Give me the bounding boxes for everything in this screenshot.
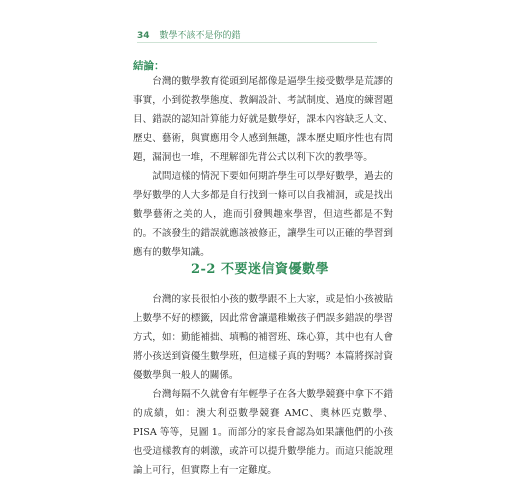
- conclusion-body: [133, 72, 393, 262]
- section-body: [133, 290, 393, 480]
- header-divider: [137, 42, 377, 43]
- page-header: [137, 28, 241, 41]
- section-paragraph: 台灣的家長很怕小孩的數學跟不上大家，或是怕小孩被貼上數學不好的標籤，因此常會讓還稚嫩孩子們誤多錯誤的學習方式，如：勤能補拙、填鴨的補習班、珠心算，其中也有人會將小孩送到資優生數學班，但這樣子真的對嗎？本篇將探討資優數學與一般人的關係。: [133, 294, 393, 381]
- section-paragraph: 台灣每隔不久就會有年輕學子在各大數學競賽中拿下不錯的成績，如：澳大利亞數學競賽 AMC、奧林匹克數學、PISA 等等，見圖 1。而部分的家長會認為如果讓他們的小孩也受這樣教育的刺激，或許可以提升數學能力。而這只能說理論上可行，但實際上有一定難度。: [133, 389, 393, 476]
- section-heading: 2-2 不要迷信資優數學: [190, 262, 329, 277]
- conclusion-paragraph: 台灣的數學教育從頭到尾都像是逼學生接受數學是荒謬的事實，小到從教學態度、教綱設計、考試制度、過度的練習題目、錯誤的認知計算能力好就是數學好，課本內容缺乏人文、歷史、藝術，與實應用令人感到無趣，課本歷史順序性也有問題，漏洞也一堆，不理解卻先背公式以利下次的教學等。: [133, 76, 393, 163]
- page-number: 34: [137, 31, 150, 41]
- conclusion-label: 結論：: [133, 60, 165, 72]
- book-title: 數學不該不是你的錯: [159, 31, 241, 41]
- conclusion-paragraph: 試問這樣的情況下要如何期許學生可以學好數學，過去的學好數學的人大多都是自行找到一條可以自我補洞，或是找出數學藝術之美的人，進而引發興趣來學習，但這些都是不對的。不該發生的錯誤就應該被修正，讓學生可以正確的學習到應有的數學知識。: [133, 171, 393, 258]
